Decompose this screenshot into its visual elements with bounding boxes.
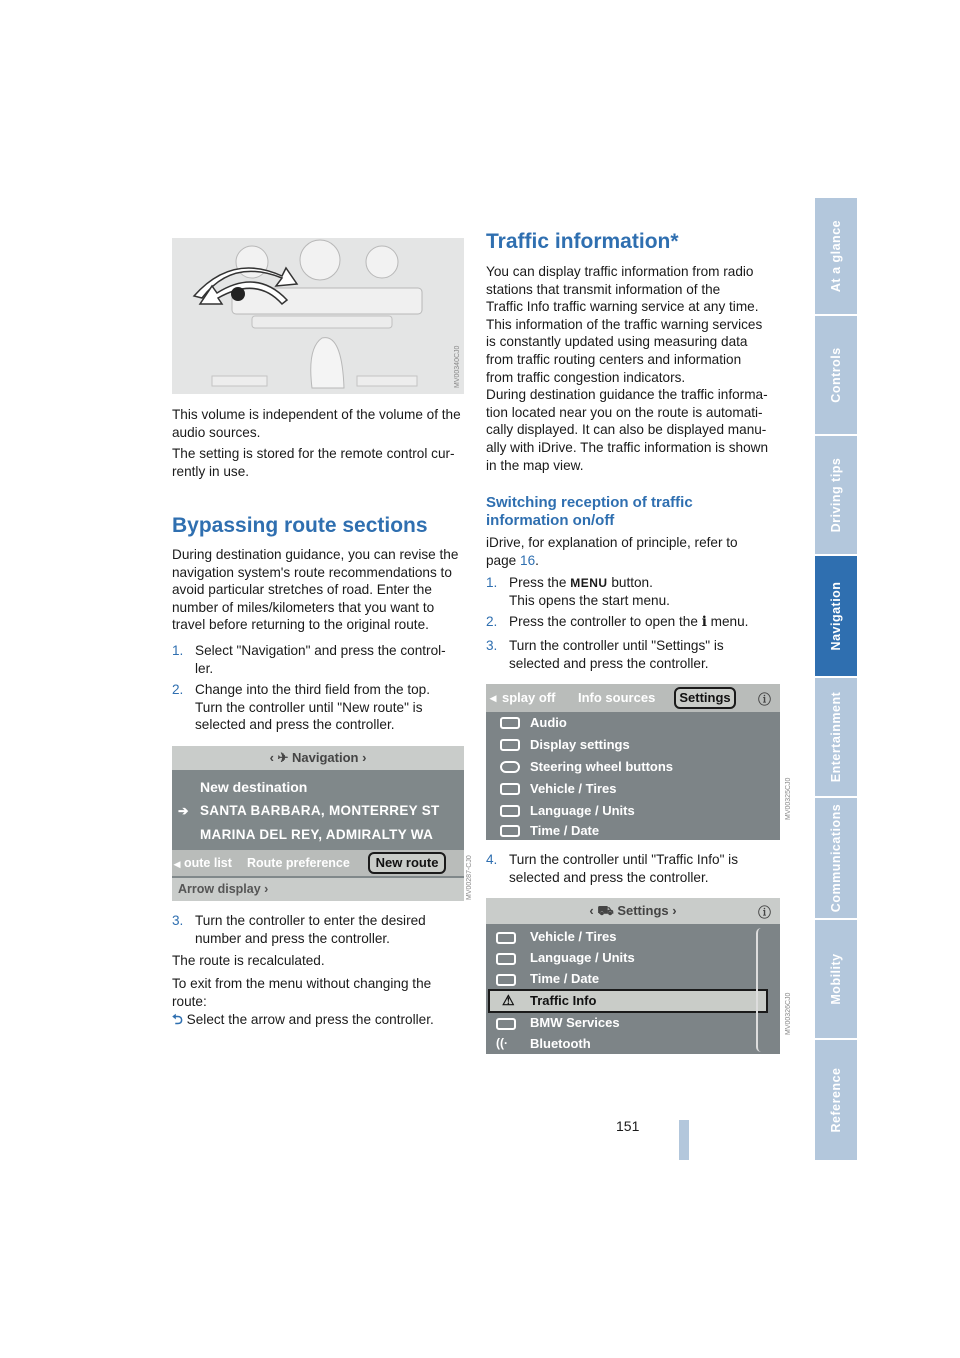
traffic-line: You can display traffic information from radio bbox=[486, 264, 754, 279]
traffic-line: from traffic routing centers and information bbox=[486, 351, 742, 367]
bypass-intro-line: number of miles/kilometers that you want to bbox=[172, 599, 435, 615]
idrive-reference-line2: page 16. bbox=[486, 553, 539, 568]
menu-button-icon: MENU bbox=[570, 576, 608, 590]
language-icon bbox=[496, 953, 516, 965]
list-item-language[interactable]: Language / Units bbox=[530, 950, 635, 965]
traffic-line: is constantly updated using measuring data bbox=[486, 334, 748, 350]
side-tab-strip bbox=[815, 198, 857, 1160]
settings-menu-screen bbox=[486, 684, 780, 840]
traffic-line: stations that transmit information of the bbox=[486, 281, 721, 297]
traffic-step-4 bbox=[486, 851, 786, 887]
dashboard-controller-image bbox=[172, 238, 464, 394]
nav-arrow-display[interactable]: Arrow display › bbox=[178, 882, 269, 896]
dashboard-illustration bbox=[172, 238, 464, 394]
exit-text-line3 bbox=[172, 1011, 434, 1029]
switch-heading-line1: Switching reception of traffic bbox=[486, 494, 693, 511]
bypass-heading: Bypassing route sections bbox=[172, 514, 428, 537]
back-arrow-icon: ⮌ bbox=[172, 1012, 183, 1027]
step-number: 1. bbox=[172, 643, 184, 658]
remote-setting-line1: The setting is stored for the remote control cur- bbox=[172, 446, 455, 461]
traffic-step-3 bbox=[486, 637, 786, 673]
bypass-step-3 bbox=[172, 912, 472, 948]
image-code: MV00340CJ0 bbox=[454, 345, 461, 388]
tab-entertainment[interactable]: Entertainment bbox=[815, 678, 857, 798]
list-item-bluetooth[interactable]: Bluetooth bbox=[530, 1036, 591, 1051]
traffic-image-code: MV00326CJ0 bbox=[785, 992, 792, 1035]
step-text: ler. bbox=[195, 660, 214, 676]
settings-item-language[interactable]: Language / Units bbox=[530, 803, 635, 818]
step-text bbox=[509, 613, 748, 632]
nav-dest-1-arrow-icon: ➔ bbox=[178, 804, 189, 818]
traffic-step-2 bbox=[486, 613, 786, 631]
tab-navigation[interactable]: Navigation bbox=[815, 556, 857, 678]
settings-item-steering[interactable]: Steering wheel buttons bbox=[530, 759, 674, 774]
step2-text-a: Press the controller to open the bbox=[509, 614, 702, 629]
traffic-line: from traffic congestion indicators. bbox=[486, 369, 686, 385]
info-icon[interactable]: ⓘ bbox=[758, 692, 772, 707]
traffic-step-1 bbox=[486, 574, 786, 610]
list-item-time[interactable]: Time / Date bbox=[530, 971, 600, 986]
traffic-line: cally displayed. It can also be displayed manu- bbox=[486, 422, 767, 438]
step-text: Change into the third field from the top. bbox=[195, 682, 431, 697]
traffic-paragraph bbox=[486, 263, 786, 474]
tab-display-off[interactable]: splay off bbox=[502, 690, 556, 705]
traffic-line: This information of the traffic warning services bbox=[486, 316, 763, 332]
step-number: 3. bbox=[486, 638, 498, 653]
tab-at-a-glance[interactable]: At a glance bbox=[815, 198, 857, 316]
nav-route-preference[interactable]: Route preference bbox=[247, 856, 350, 870]
step-text: Turn the controller until "Settings" is bbox=[509, 638, 724, 653]
tab-driving-tips[interactable]: Driving tips bbox=[815, 436, 857, 556]
idrive-page-label: page bbox=[486, 553, 521, 568]
settings-item-time[interactable]: Time / Date bbox=[530, 823, 600, 838]
settings-image-code: MV00325CJ0 bbox=[785, 777, 792, 820]
nav-route-list[interactable]: oute list bbox=[184, 856, 232, 870]
step-text: Turn the controller until "Traffic Info" is bbox=[509, 852, 739, 867]
step-text: Turn the controller until "New route" is bbox=[195, 699, 423, 715]
tab-controls[interactable]: Controls bbox=[815, 316, 857, 436]
list-item-vehicle[interactable]: Vehicle / Tires bbox=[530, 929, 617, 944]
step-text: selected and press the controller. bbox=[195, 717, 395, 733]
tab-info-sources[interactable]: Info sources bbox=[578, 690, 656, 705]
settings-left-arrow-icon[interactable]: ◂ bbox=[490, 691, 497, 705]
step-number: 2. bbox=[486, 614, 498, 629]
step-text bbox=[509, 574, 653, 593]
navigation-menu-screen bbox=[172, 746, 464, 901]
info-icon: i bbox=[701, 614, 707, 630]
vehicle-icon bbox=[496, 932, 516, 944]
step-text: Turn the controller to enter the desired bbox=[195, 913, 426, 928]
page-marker-bar bbox=[679, 1120, 689, 1160]
clock-icon bbox=[496, 974, 516, 986]
settings-header-label: Settings bbox=[617, 903, 669, 918]
nav-arrow-display-label: Arrow display bbox=[178, 882, 261, 896]
page-link[interactable]: 16 bbox=[520, 553, 536, 568]
settings-list-screen bbox=[486, 898, 780, 1054]
tab-mobility[interactable]: Mobility bbox=[815, 920, 857, 1040]
bypass-intro-line: avoid particular stretches of road. Enter the bbox=[172, 582, 432, 598]
settings-item-audio[interactable]: Audio bbox=[530, 715, 567, 730]
remote-setting-line2: rently in use. bbox=[172, 464, 250, 479]
nav-image-code: MV00287-CJ0 bbox=[466, 855, 473, 900]
list-item-traffic-info[interactable]: Traffic Info bbox=[530, 993, 597, 1008]
vehicle-icon bbox=[500, 783, 520, 795]
audio-icon bbox=[500, 717, 520, 729]
traffic-line: Traffic Info traffic warning service at any time. bbox=[486, 299, 759, 315]
steering-wheel-icon bbox=[500, 761, 520, 773]
volume-paragraph: This volume is independent of the volume of the audio sources. bbox=[172, 407, 461, 440]
switch-heading-line2: information on/off bbox=[486, 512, 615, 529]
bypass-step-2 bbox=[172, 681, 472, 735]
step-number: 4. bbox=[486, 852, 498, 867]
step-text: selected and press the controller. bbox=[509, 655, 709, 671]
bypass-intro-line: travel before returning to the original route. bbox=[172, 617, 429, 633]
list-item-bmw-services[interactable]: BMW Services bbox=[530, 1015, 620, 1030]
step-number: 3. bbox=[172, 913, 184, 928]
tab-reference[interactable]: Reference bbox=[815, 1040, 857, 1162]
tab-settings-selected[interactable]: Settings bbox=[674, 687, 736, 709]
scrollbar[interactable] bbox=[756, 928, 766, 1052]
nav-destination-2[interactable]: MARINA DEL REY, ADMIRALTY WA bbox=[200, 827, 434, 842]
nav-header-label: Navigation bbox=[292, 750, 359, 765]
traffic-line: ally with iDrive. The traffic information is shown bbox=[486, 439, 769, 455]
nav-header-title: ‹ ✈ Navigation › bbox=[269, 750, 367, 765]
step-text: This opens the start menu. bbox=[509, 592, 670, 608]
step1-text-a: Press the bbox=[509, 575, 571, 590]
nav-new-destination[interactable]: New destination bbox=[200, 779, 308, 795]
nav-destination-1[interactable]: SANTA BARBARA, MONTERREY ST bbox=[200, 803, 440, 818]
info-icon[interactable]: ⓘ bbox=[758, 905, 772, 920]
traffic-line: tion located near you on the route is automati- bbox=[486, 404, 763, 420]
bypass-intro-line: navigation system's route recommendations to bbox=[172, 564, 452, 580]
settings-header-title: ‹ ⛟ Settings › bbox=[589, 903, 677, 918]
nav-left-arrow-icon[interactable]: ◂ bbox=[174, 857, 181, 871]
bypass-intro-line: During destination guidance, you can revise the bbox=[172, 547, 459, 562]
exit-text-line2: route: bbox=[172, 994, 207, 1009]
bluetooth-icon: ((· bbox=[496, 1036, 508, 1050]
bypass-intro bbox=[172, 546, 472, 634]
traffic-heading: Traffic information* bbox=[486, 230, 679, 253]
step-text: number and press the controller. bbox=[195, 930, 390, 946]
idrive-reference-line1: iDrive, for explanation of principle, refer to bbox=[486, 535, 738, 550]
step2-text-b: menu. bbox=[706, 614, 749, 629]
traffic-line: During destination guidance the traffic informa- bbox=[486, 387, 768, 403]
step-text: Select "Navigation" and press the control- bbox=[195, 643, 446, 658]
bypass-step-1 bbox=[172, 642, 472, 678]
tab-communications[interactable]: Communications bbox=[815, 798, 857, 920]
warning-triangle-icon: ⚠ bbox=[502, 992, 515, 1008]
exit-text-line1: To exit from the menu without changing the bbox=[172, 976, 432, 991]
language-icon bbox=[500, 805, 520, 817]
exit-instruction: Select the arrow and press the controller. bbox=[186, 1012, 434, 1027]
bmw-services-icon bbox=[496, 1018, 516, 1030]
clock-icon bbox=[500, 825, 520, 837]
step-text: selected and press the controller. bbox=[509, 869, 709, 885]
page-number: 151 bbox=[616, 1118, 640, 1134]
step-number: 1. bbox=[486, 575, 498, 590]
display-settings-icon bbox=[500, 739, 520, 751]
settings-item-vehicle[interactable]: Vehicle / Tires bbox=[530, 781, 617, 796]
settings-item-display[interactable]: Display settings bbox=[530, 737, 630, 752]
step-number: 2. bbox=[172, 682, 184, 697]
step1-text-b: button. bbox=[607, 575, 653, 590]
traffic-line: in the map view. bbox=[486, 457, 584, 473]
recalculated-text: The route is recalculated. bbox=[172, 953, 325, 968]
nav-new-route-button[interactable]: New route bbox=[368, 852, 446, 874]
